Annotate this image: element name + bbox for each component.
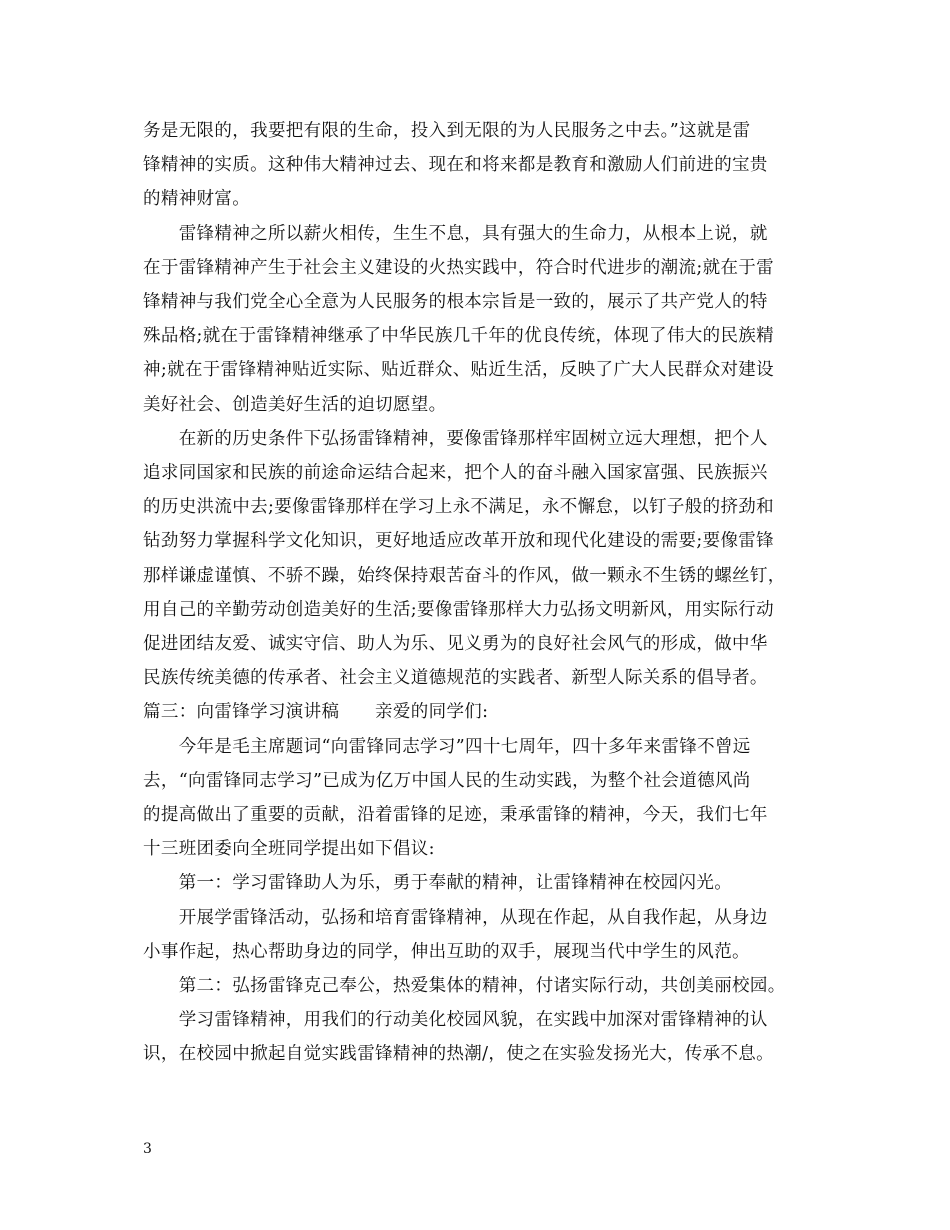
- text-line: 学习雷锋精神，用我们的行动美化校园风貌，在实践中加深对雷锋精神的认: [143, 1010, 768, 1031]
- text-line: 务是无限的，我要把有限的生命，投入到无限的为人民服务之中去。”这就是雷: [143, 121, 751, 141]
- text-line: 的提高做出了重要的贡献，沿着雷锋的足迹，秉承雷锋的精神，今天，我们七年: [143, 805, 768, 826]
- text-line: 追求同国家和民族的前途命运结合起来，把个人的奋斗融入国家富强、民族振兴: [143, 463, 768, 484]
- text-line: 锋精神的实质。这种伟大精神过去、现在和将来都是教育和激励人们前进的宝贵: [143, 155, 768, 176]
- section-heading-line: 篇三：向雷锋学习演讲稿 亲爱的同学们:: [143, 702, 489, 723]
- text-line: 雷锋精神之所以薪火相传，生生不息，具有强大的生命力，从根本上说，就: [143, 223, 768, 244]
- text-line: 的精神财富。: [143, 189, 251, 210]
- text-line: 小事作起，热心帮助身边的同学，伸出互助的双手，展现当代中学生的风范。: [143, 941, 750, 962]
- text-line: 神;就在于雷锋精神贴近实际、贴近群众、贴近生活，反映了广大人民群众对建设: [143, 360, 774, 381]
- text-line: 锋精神与我们党全心全意为人民服务的根本宗旨是一致的，展示了共产党人的特: [143, 292, 768, 313]
- text-line: 那样谦虚谨慎、不骄不躁，始终保持艰苦奋斗的作风，做一颗永不生锈的螺丝钉，: [143, 565, 786, 586]
- text-line: 钻劲努力掌握科学文化知识，更好地适应改革开放和现代化建设的需要;要像雷锋: [143, 531, 774, 552]
- text-line: 开展学雷锋活动，弘扬和培育雷锋精神，从现在作起，从自我作起，从身边: [143, 907, 768, 928]
- text-line: 民族传统美德的传承者、社会主义道德规范的实践者、新型人际关系的倡导者。: [143, 668, 768, 689]
- text-line: 用自己的辛勤劳动创造美好的生活;要像雷锋那样大力弘扬文明新风，用实际行动: [143, 599, 774, 620]
- text-line: 的历史洪流中去;要像雷锋那样在学习上永不满足，永不懈怠，以钉子般的挤劲和: [143, 497, 774, 518]
- text-line: 第二：弘扬雷锋克己奉公，热爱集体的精神，付诸实际行动，共创美丽校园。: [143, 976, 786, 997]
- text-line: 识，在校园中掀起自觉实践雷锋精神的热潮/，使之在实验发扬光大，传承不息。: [143, 1044, 774, 1065]
- text-line: 今年是毛主席题词“向雷锋同志学习”四十七周年，四十多年来雷锋不曾远: [143, 736, 751, 757]
- text-line: 促进团结友爱、诚实守信、助人为乐、见义勇为的良好社会风气的形成，做中华: [143, 634, 768, 655]
- page-number: 3: [143, 1141, 152, 1157]
- text-line: 十三班团委向全班同学提出如下倡议:: [143, 839, 435, 860]
- body-text: [143, 114, 823, 1072]
- text-line: 在新的历史条件下弘扬雷锋精神，要像雷锋那样牢固树立远大理想，把个人: [143, 428, 768, 449]
- text-line: 美好社会、创造美好生活的迫切愿望。: [143, 394, 447, 415]
- text-line: 第一：学习雷锋助人为乐，勇于奉献的精神，让雷锋精神在校园闪光。: [143, 873, 733, 894]
- text-line: 殊品格;就在于雷锋精神继承了中华民族几千年的优良传统，体现了伟大的民族精: [143, 326, 774, 347]
- text-line: 去，“向雷锋同志学习”已成为亿万中国人民的生动实践，为整个社会道德风尚: [143, 770, 751, 791]
- text-line: 在于雷锋精神产生于社会主义建设的火热实践中，符合时代进步的潮流;就在于雷: [143, 257, 774, 278]
